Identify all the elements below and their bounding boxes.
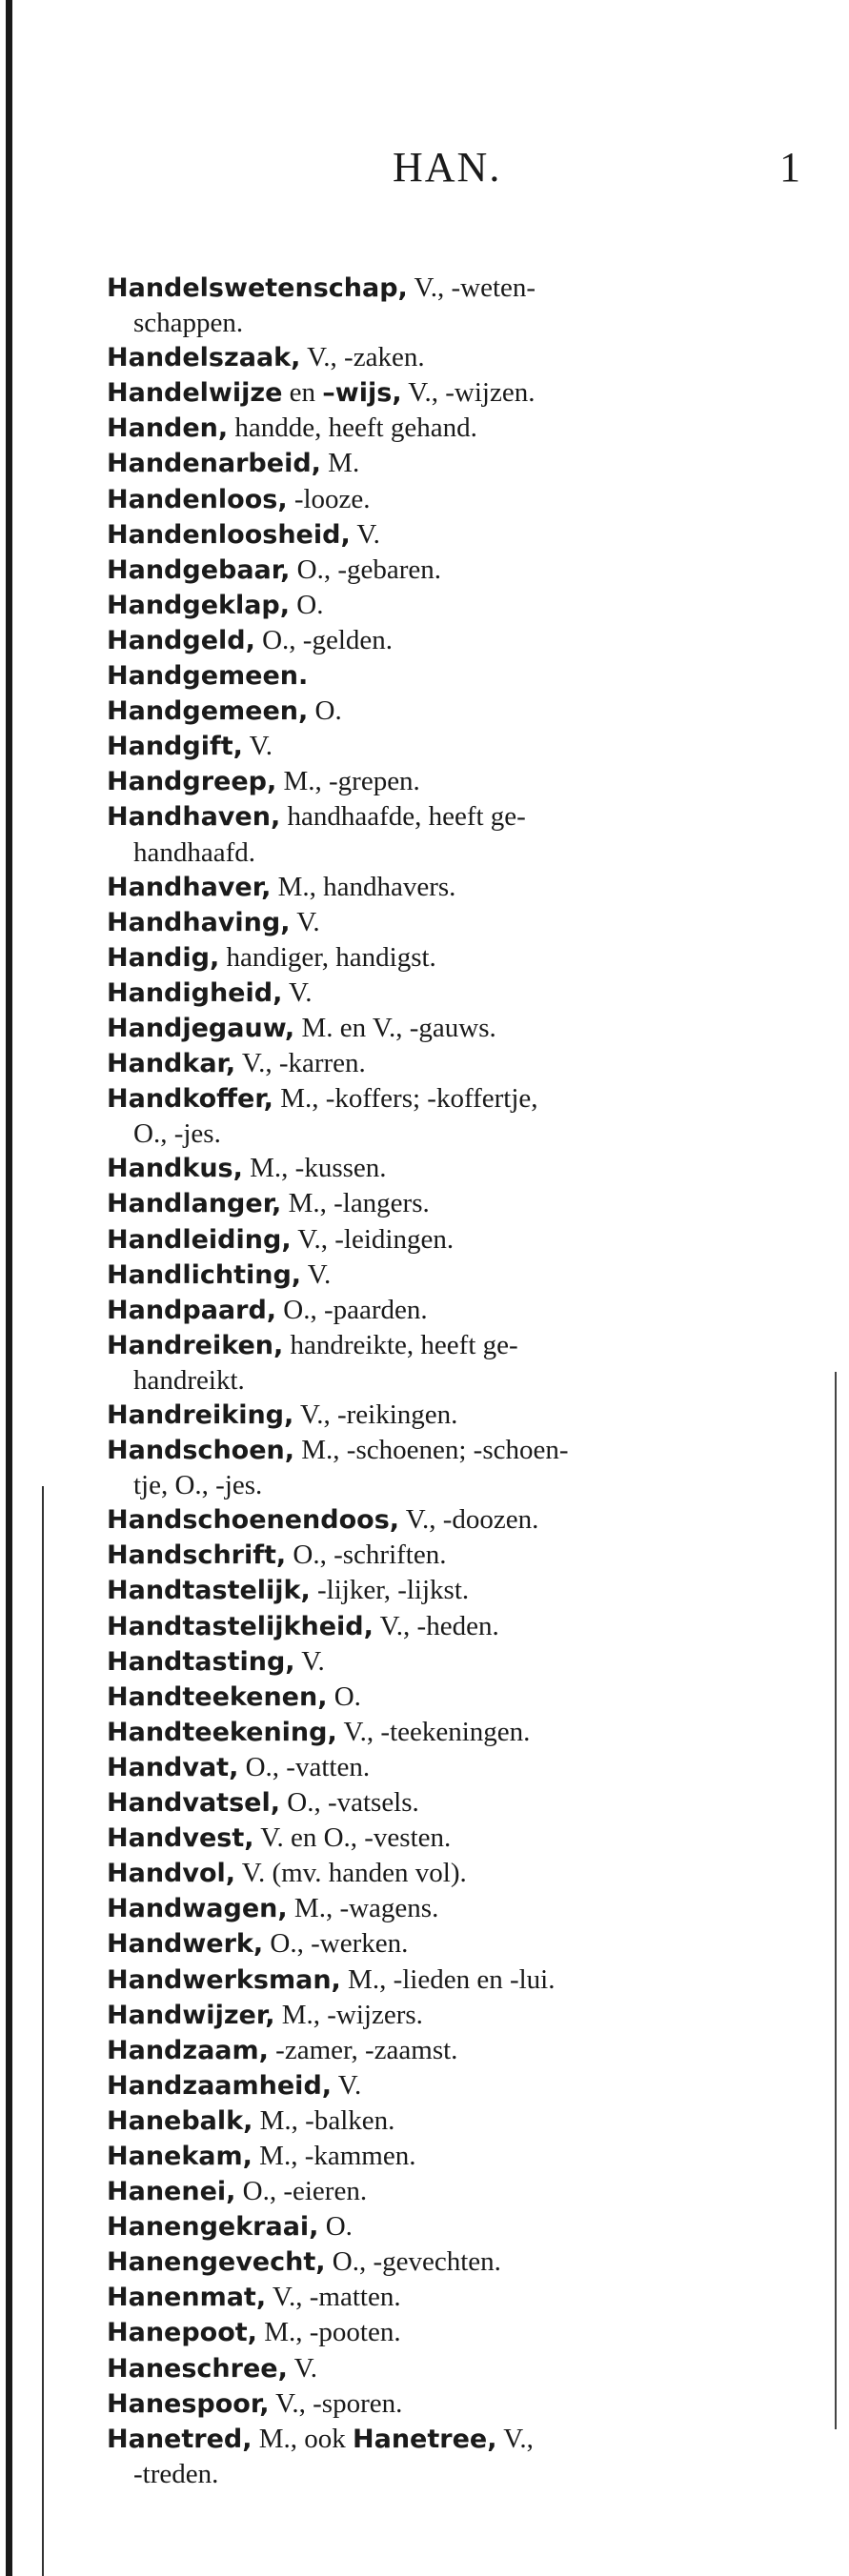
left-margin-rule xyxy=(6,0,12,2576)
dictionary-entry xyxy=(107,2280,793,2315)
entry-definition: O., -gelden. xyxy=(254,624,393,655)
entry-definition: O., -eieren. xyxy=(235,2176,368,2207)
entry-definition: V., -doozen. xyxy=(399,1504,539,1536)
entry-definition: -zamer, -zaamst. xyxy=(268,2034,458,2065)
entry-headword: Handzaam, xyxy=(107,2035,269,2065)
entry-continuation: handhaafd. xyxy=(133,836,256,868)
dictionary-entry xyxy=(107,1398,793,1433)
dictionary-entry xyxy=(107,2315,793,2350)
entry-definition: M., -wijzers. xyxy=(274,1999,423,2030)
entry-headword: Hanengekraai, xyxy=(107,2212,319,2243)
dictionary-entry xyxy=(107,940,793,976)
left-inner-rule xyxy=(42,1486,44,2576)
entry-definition: handiger, handigst. xyxy=(219,941,436,973)
entry-headword: Hanebalk, xyxy=(107,2105,253,2136)
entry-headword: Handgeld, xyxy=(107,625,255,655)
dictionary-entry xyxy=(107,271,793,340)
entry-definition: V. xyxy=(332,2069,362,2101)
dictionary-entry xyxy=(107,1962,793,1998)
entry-headword: Hanekam, xyxy=(107,2141,253,2171)
dictionary-entry xyxy=(107,1891,793,1926)
entry-headword: Hanengevecht, xyxy=(107,2247,326,2278)
entry-headword: Handvest, xyxy=(107,1823,254,1854)
entry-definition: -lijker, -lijkst. xyxy=(310,1575,470,1606)
entry-continuation: tje, O., -jes. xyxy=(133,1470,263,1501)
entry-headword: Haneschree, xyxy=(107,2353,288,2384)
entry-definition: M., -schoenen; -schoen- xyxy=(294,1435,569,1466)
entry-headword: Hanetred, xyxy=(107,2424,253,2454)
dictionary-entry xyxy=(107,658,793,694)
entry-headword: Hanespoor, xyxy=(107,2388,270,2419)
entry-headword: Handschoenendoos, xyxy=(107,1505,400,1536)
dictionary-entry xyxy=(107,1680,793,1715)
dictionary-entry xyxy=(107,2139,793,2174)
dictionary-entry xyxy=(107,870,793,905)
page-header xyxy=(0,143,849,200)
entry-definition: en xyxy=(282,377,323,409)
dictionary-entry xyxy=(107,1328,793,1398)
entry-definition: M., -koffers; -koffertje, xyxy=(273,1083,538,1115)
dictionary-entry xyxy=(107,1538,793,1573)
dictionary-entry xyxy=(107,2174,793,2209)
dictionary-entry xyxy=(107,1046,793,1081)
entry-definition: O. xyxy=(290,589,324,620)
dictionary-entry xyxy=(107,1821,793,1856)
entry-definition: V. en O., -vesten. xyxy=(253,1822,452,1854)
entry-headword: Handkus, xyxy=(107,1154,243,1184)
entry-definition: O. xyxy=(318,2211,353,2243)
entry-headword: Handwijzer, xyxy=(107,2000,275,2030)
entry-definition: V., -weten- xyxy=(407,272,536,303)
entry-definition: V. (mv. handen vol). xyxy=(235,1858,467,1889)
entry-headword: Handteekenen, xyxy=(107,1681,328,1712)
entry-headword: Handlichting, xyxy=(107,1259,302,1290)
entry-definition: V., -leidingen. xyxy=(291,1223,455,1255)
entry-headword: Handgreep, xyxy=(107,767,277,797)
entry-headword: Handzaamheid, xyxy=(107,2070,333,2101)
dictionary-entry xyxy=(107,1785,793,1821)
entry-headword-variant: Hanetree, xyxy=(353,2424,497,2454)
entry-definition: O., -werken. xyxy=(263,1928,409,1960)
entry-headword: Handlanger, xyxy=(107,1189,282,1219)
entry-headword: Handreiken, xyxy=(107,1330,284,1360)
entry-continuation: -treden. xyxy=(133,2458,219,2489)
dictionary-entry xyxy=(107,2068,793,2103)
entry-headword: Handteekening, xyxy=(107,1717,337,1747)
dictionary-entry xyxy=(107,1750,793,1785)
dictionary-entry xyxy=(107,1258,793,1293)
dictionary-entry xyxy=(107,2033,793,2068)
dictionary-entry xyxy=(107,1502,793,1538)
entry-definition: V. xyxy=(282,976,313,1008)
entry-definition: M., handhavers. xyxy=(271,871,456,902)
entry-headword: Handgemeen. xyxy=(107,661,309,692)
entry-definition: V., -heden. xyxy=(373,1610,499,1641)
dictionary-entry xyxy=(107,1011,793,1046)
entry-definition-continued: V., xyxy=(496,2423,534,2454)
entry-definition: M., -kammen. xyxy=(252,2140,416,2171)
entry-definition: V. xyxy=(350,518,380,550)
entry-definition: O., -vatten. xyxy=(238,1751,371,1782)
entry-definition: handreikte, heeft ge- xyxy=(283,1329,518,1360)
entry-headword: Handleiding, xyxy=(107,1224,292,1255)
entry-continuation: O., -jes. xyxy=(133,1118,221,1150)
dictionary-entry xyxy=(107,976,793,1011)
entry-definition: M. en V., -gauws. xyxy=(294,1012,496,1043)
dictionary-entry xyxy=(107,1433,793,1502)
entry-definition: M., -wagens. xyxy=(287,1893,439,1924)
entry-headword: Handhaven, xyxy=(107,802,281,833)
dictionary-entry xyxy=(107,517,793,553)
entry-definition: O., -paarden. xyxy=(276,1294,428,1325)
dictionary-entry xyxy=(107,553,793,588)
dictionary-entry xyxy=(107,694,793,729)
entry-definition: O. xyxy=(327,1680,361,1712)
page-number: 1 xyxy=(779,144,800,191)
entry-headword: Handen, xyxy=(107,413,229,444)
entry-definition: V., -teekeningen. xyxy=(336,1716,531,1747)
entry-headword: Handig, xyxy=(107,942,220,973)
entry-headword: Handtastelijk, xyxy=(107,1576,311,1606)
entry-definition: V., -karren. xyxy=(235,1048,366,1079)
entry-definition: M., -grepen. xyxy=(276,766,420,797)
dictionary-entry xyxy=(107,1151,793,1186)
entry-headword: Handtasting, xyxy=(107,1646,295,1677)
entry-headword: Hanenmat, xyxy=(107,2283,267,2313)
dictionary-entries xyxy=(107,271,793,2491)
dictionary-entry xyxy=(107,1609,793,1644)
dictionary-entry xyxy=(107,2351,793,2386)
entry-definition: V., -reikingen. xyxy=(293,1399,458,1430)
entry-definition: O., -schriften. xyxy=(286,1540,447,1571)
entry-headword: Handelwijze xyxy=(107,378,283,409)
dictionary-entry xyxy=(107,1222,793,1258)
entry-definition: V., -sporen. xyxy=(269,2387,403,2419)
dictionary-entry xyxy=(107,905,793,940)
dictionary-entry xyxy=(107,799,793,869)
dictionary-entry xyxy=(107,2386,793,2422)
entry-continuation: handreikt. xyxy=(133,1364,245,1396)
entry-headword: Handenloosheid, xyxy=(107,519,351,550)
dictionary-entry xyxy=(107,1293,793,1328)
dictionary-entry xyxy=(107,411,793,446)
dictionary-entry xyxy=(107,446,793,481)
entry-headword: Handschoen, xyxy=(107,1436,295,1466)
dictionary-entry xyxy=(107,623,793,658)
entry-headword: Handhaver, xyxy=(107,872,272,902)
entry-headword: Handvol, xyxy=(107,1859,236,1889)
entry-definition: M. xyxy=(320,448,360,479)
entry-headword: Hanepoot, xyxy=(107,2318,257,2348)
entry-definition-continued: V., -wijzen. xyxy=(401,377,536,409)
dictionary-entry xyxy=(107,1186,793,1221)
entry-definition: O., -gevechten. xyxy=(325,2246,501,2278)
page-title: HAN. xyxy=(393,144,502,191)
entry-headword: Handtastelijkheid, xyxy=(107,1611,374,1641)
entry-headword: Handkar, xyxy=(107,1049,236,1079)
entry-definition: V. xyxy=(242,731,273,762)
entry-headword: Handjegauw, xyxy=(107,1013,295,1043)
dictionary-entry xyxy=(107,482,793,517)
entry-headword: Handgift, xyxy=(107,732,243,762)
entry-definition: V. xyxy=(294,1645,325,1677)
entry-headword: Handwerksman, xyxy=(107,1964,341,1995)
dictionary-entry xyxy=(107,1998,793,2033)
entry-headword: Handgebaar, xyxy=(107,554,291,585)
entry-definition: V. xyxy=(290,906,320,937)
entry-headword: Handreiking, xyxy=(107,1400,294,1430)
entry-headword: Handgemeen, xyxy=(107,696,309,727)
entry-headword: Handelswetenschap, xyxy=(107,273,408,303)
entry-headword: Handwagen, xyxy=(107,1894,288,1924)
entry-headword: Handvatsel, xyxy=(107,1788,280,1819)
dictionary-entry xyxy=(107,1856,793,1891)
entry-definition: M., -lieden en -lui. xyxy=(340,1963,556,1995)
entry-headword: Handgeklap, xyxy=(107,590,291,620)
entry-headword: Handschrift, xyxy=(107,1540,287,1571)
entry-headword: Handwerk, xyxy=(107,1929,264,1960)
dictionary-entry xyxy=(107,764,793,799)
entry-continuation: schappen. xyxy=(133,308,244,339)
entry-definition: handde, heeft gehand. xyxy=(228,413,477,444)
dictionary-entry xyxy=(107,2209,793,2244)
entry-definition: O. xyxy=(308,695,342,727)
entry-definition: M., -pooten. xyxy=(256,2317,401,2348)
dictionary-entry xyxy=(107,1715,793,1750)
dictionary-entry xyxy=(107,2103,793,2139)
entry-definition: M., ook xyxy=(252,2423,354,2454)
dictionary-entry xyxy=(107,2422,793,2491)
dictionary-entry xyxy=(107,1081,793,1151)
entry-definition: handhaafde, heeft ge- xyxy=(280,801,526,833)
entry-headword: Handigheid, xyxy=(107,977,283,1008)
entry-headword: Handvat, xyxy=(107,1752,239,1782)
entry-definition: M., -balken. xyxy=(253,2104,395,2136)
dictionary-entry xyxy=(107,340,793,375)
entry-definition: M., -langers. xyxy=(281,1188,430,1219)
dictionary-entry xyxy=(107,1644,793,1680)
entry-headword: Handhaving, xyxy=(107,907,291,937)
dictionary-entry xyxy=(107,1573,793,1608)
dictionary-entry xyxy=(107,729,793,764)
entry-definition: M., -kussen. xyxy=(242,1153,387,1184)
dictionary-entry xyxy=(107,588,793,623)
entry-headword-variant: –wijs, xyxy=(322,378,402,409)
entry-definition: V., -matten. xyxy=(266,2282,401,2313)
dictionary-entry xyxy=(107,375,793,411)
entry-definition: V., -zaken. xyxy=(300,342,425,373)
entry-headword: Handenarbeid, xyxy=(107,449,321,479)
entry-definition: V. xyxy=(301,1258,332,1290)
entry-headword: Handpaard, xyxy=(107,1295,277,1325)
entry-definition: V. xyxy=(287,2352,318,2384)
dictionary-entry xyxy=(107,1926,793,1962)
right-margin-rule xyxy=(835,1372,837,2429)
dictionary-entry xyxy=(107,2244,793,2280)
entry-definition: O., -vatsels. xyxy=(280,1787,419,1819)
entry-definition: O., -gebaren. xyxy=(290,553,441,585)
entry-headword: Handkoffer, xyxy=(107,1084,273,1115)
entry-headword: Handelszaak, xyxy=(107,343,301,373)
entry-definition: -looze. xyxy=(287,483,371,514)
entry-headword: Hanenei, xyxy=(107,2177,236,2207)
entry-headword: Handenloos, xyxy=(107,484,288,514)
